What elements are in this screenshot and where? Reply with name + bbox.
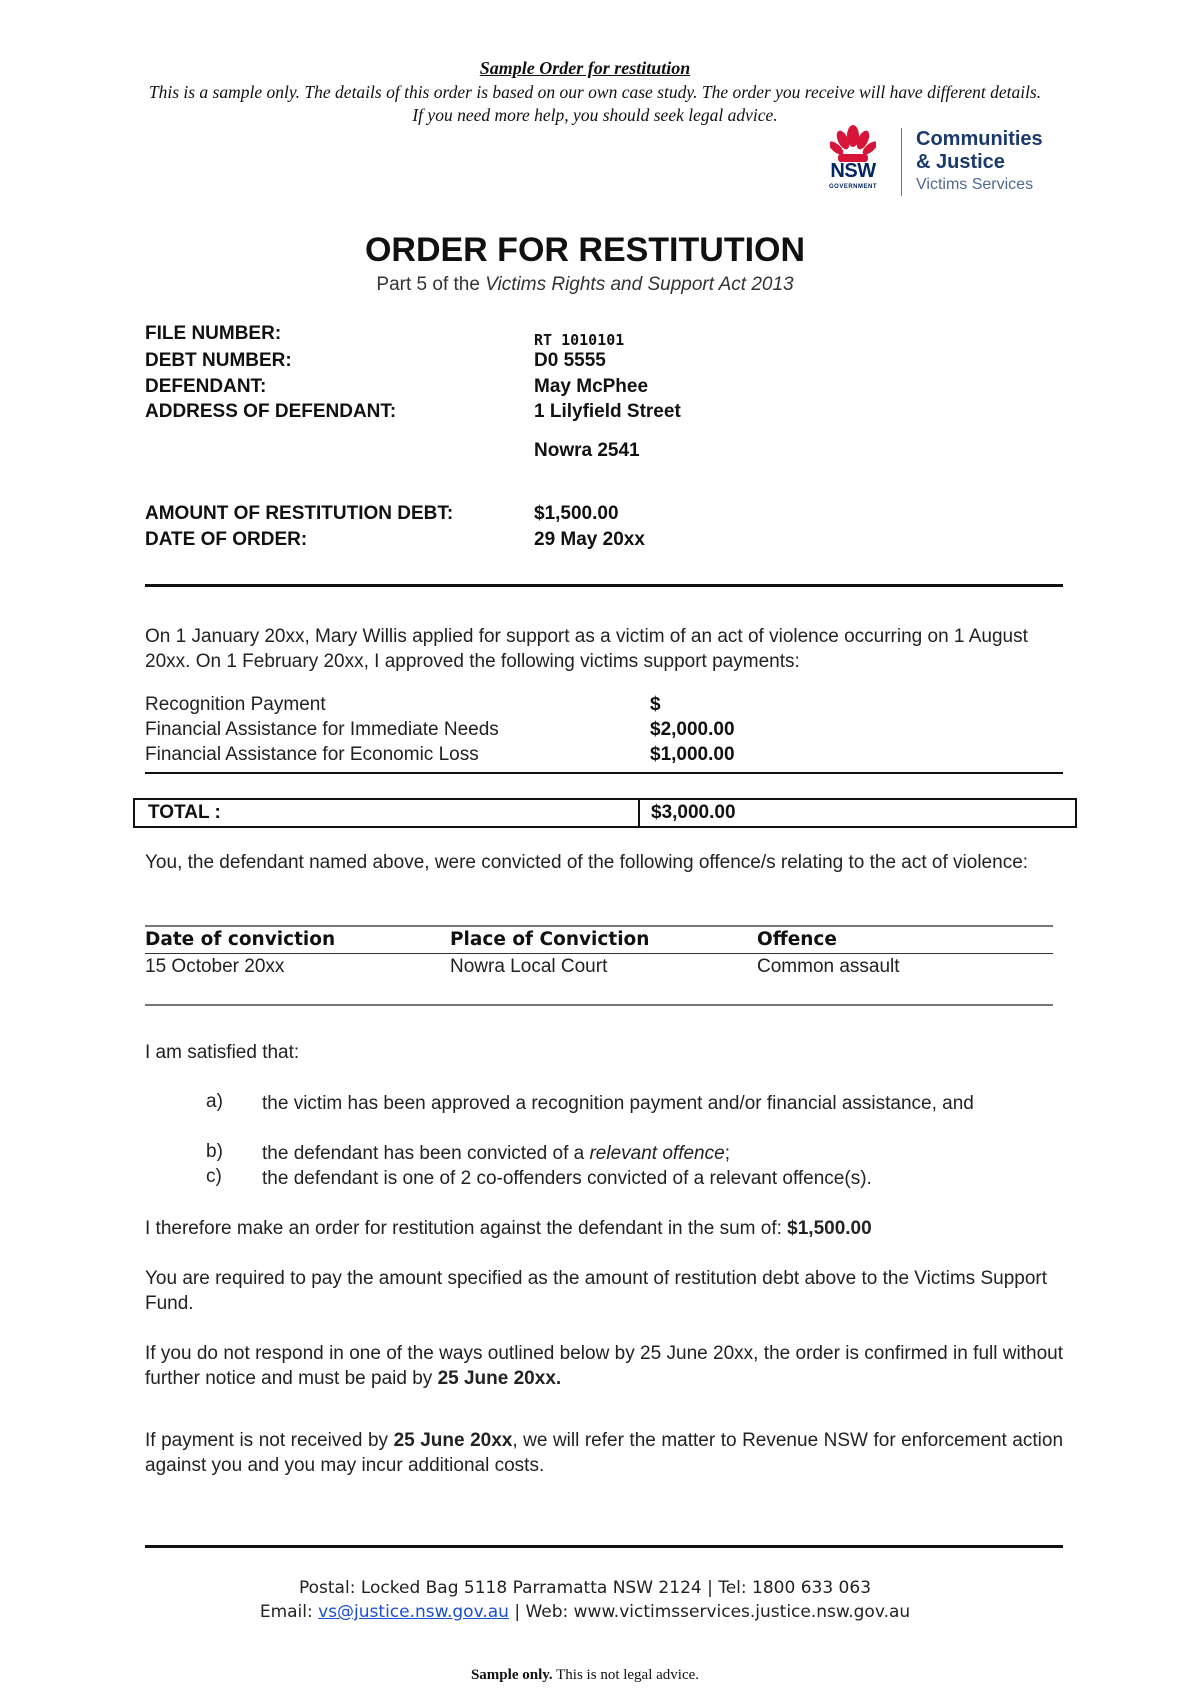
logo-divider xyxy=(901,128,902,196)
list-item: the defendant is one of 2 co-offenders convicted of a relevant offence(s). xyxy=(262,1168,872,1189)
column-header-offence: Offence xyxy=(757,929,837,950)
nsw-wordmark: NSW xyxy=(830,160,876,182)
total-divider xyxy=(638,800,640,826)
government-wordmark: GOVERNMENT xyxy=(828,184,877,190)
table-cell-date: 15 October 20xx xyxy=(145,956,285,977)
amount-label: AMOUNT OF RESTITUTION DEBT: xyxy=(145,503,454,524)
bottom-note-bold: Sample only. xyxy=(470,1667,553,1683)
list-marker: c) xyxy=(206,1166,222,1187)
file-number-label: FILE NUMBER: xyxy=(145,323,282,344)
order-statement xyxy=(145,1216,1063,1241)
table-bottom-rule xyxy=(145,1004,1053,1006)
respond-date: 25 June 20xx. xyxy=(437,1368,562,1389)
footer-divider xyxy=(145,1545,1063,1548)
table-top-rule xyxy=(145,925,1053,927)
list-marker: a) xyxy=(206,1091,223,1112)
total-label: TOTAL : xyxy=(148,802,221,823)
sample-heading: Sample Order for restitution xyxy=(479,58,691,78)
defendant-value: May McPhee xyxy=(534,376,649,397)
payment-value: $2,000.00 xyxy=(650,719,735,740)
page-title: ORDER FOR RESTITUTION xyxy=(364,231,806,269)
address-label: ADDRESS OF DEFENDANT: xyxy=(145,401,397,422)
enforcement-text: If payment is not received by xyxy=(145,1430,389,1451)
column-header-date: Date of conviction xyxy=(145,929,336,950)
enforcement-date: 25 June 20xx xyxy=(393,1430,513,1451)
debt-number-value: D0 5555 xyxy=(534,350,606,371)
payment-value: $ xyxy=(650,694,661,715)
file-number-value: RT 1010101 xyxy=(534,331,625,349)
enforcement-text-end: , we will refer the matter to Revenue NSW for enforcement action against you and you may incur additional costs. xyxy=(145,1430,1064,1476)
required-payment-paragraph: You are required to pay the amount specified as the amount of restitution debt above to the Victims Support Fund. xyxy=(145,1268,1048,1314)
date-of-order-label: DATE OF ORDER: xyxy=(145,529,308,550)
list-item: the victim has been approved a recognition payment and/or financial assistance, and xyxy=(262,1093,974,1114)
logo-victims-services: Victims Services xyxy=(916,176,1034,193)
payment-label: Financial Assistance for Immediate Needs xyxy=(145,719,499,740)
section-divider xyxy=(145,584,1063,587)
column-header-place: Place of Conviction xyxy=(450,929,650,950)
payment-value: $1,000.00 xyxy=(650,744,735,765)
satisfied-intro: I am satisfied that: xyxy=(145,1042,300,1063)
intro-paragraph: On 1 January 20xx, Mary Willis applied for support as a victim of an act of violence occurring on 1 August 20xx. On 1 February 20xx, I approved the following victims support payments: xyxy=(145,626,1028,672)
order-amount: $1,500.00 xyxy=(787,1218,872,1239)
defendant-label: DEFENDANT: xyxy=(145,376,267,397)
footer-web: | Web: www.victimsservices.justice.nsw.gov.au xyxy=(514,1602,911,1622)
enforcement-paragraph xyxy=(145,1428,1063,1478)
list-item xyxy=(262,1141,1062,1166)
table-header-rule xyxy=(145,953,1053,954)
bottom-note xyxy=(0,1667,1170,1684)
relevant-offence-term: relevant offence xyxy=(589,1143,725,1164)
table-cell-place: Nowra Local Court xyxy=(450,956,608,977)
amount-value: $1,500.00 xyxy=(534,503,619,524)
list-marker: b) xyxy=(206,1141,223,1162)
table-cell-offence: Common assault xyxy=(757,956,900,977)
total-box xyxy=(133,798,1077,828)
email-link[interactable]: vs@justice.nsw.gov.au xyxy=(318,1602,509,1622)
order-statement-text: I therefore make an order for restitution against the defendant in the sum of: xyxy=(145,1218,782,1239)
address-line1: 1 Lilyfield Street xyxy=(534,401,681,422)
date-of-order-value: 29 May 20xx xyxy=(534,529,645,550)
logo-communities: Communities xyxy=(916,128,1043,150)
payments-divider xyxy=(145,772,1063,774)
payment-label: Financial Assistance for Economic Loss xyxy=(145,744,479,765)
footer-postal: Postal: Locked Bag 5118 Parramatta NSW 2124 | Tel: 1800 633 063 xyxy=(298,1578,872,1598)
sample-note: This is a sample only. The details of this order is based on our own case study. The order you receive will have different details. If you need more help, you should seek legal advice. xyxy=(148,82,1042,125)
bottom-note-text: This is not legal advice. xyxy=(556,1667,700,1683)
address-line2: Nowra 2541 xyxy=(534,440,640,461)
respond-paragraph xyxy=(145,1341,1063,1391)
waratah-icon xyxy=(830,124,876,164)
page-subtitle xyxy=(0,274,1170,296)
logo-justice: & Justice xyxy=(916,151,1005,173)
footer-email-label: Email: xyxy=(259,1602,313,1622)
respond-text: If you do not respond in one of the ways outlined below by 25 June 20xx, the order is confirmed in full without further notice and must be paid by xyxy=(145,1343,1063,1389)
list-item-text-end: ; xyxy=(724,1143,730,1164)
payment-label: Recognition Payment xyxy=(145,694,326,715)
nsw-communities-justice-logo xyxy=(818,124,1068,200)
debt-number-label: DEBT NUMBER: xyxy=(145,350,292,371)
footer-contact xyxy=(0,1602,1170,1622)
list-item-text: the defendant has been convicted of a xyxy=(262,1143,585,1164)
subtitle-act: Victims Rights and Support Act 2013 xyxy=(485,274,794,295)
conviction-intro: You, the defendant named above, were convicted of the following offence/s relating to the act of violence: xyxy=(145,852,1029,873)
subtitle-part: Part 5 of the xyxy=(376,274,480,295)
total-value: $3,000.00 xyxy=(651,802,736,823)
